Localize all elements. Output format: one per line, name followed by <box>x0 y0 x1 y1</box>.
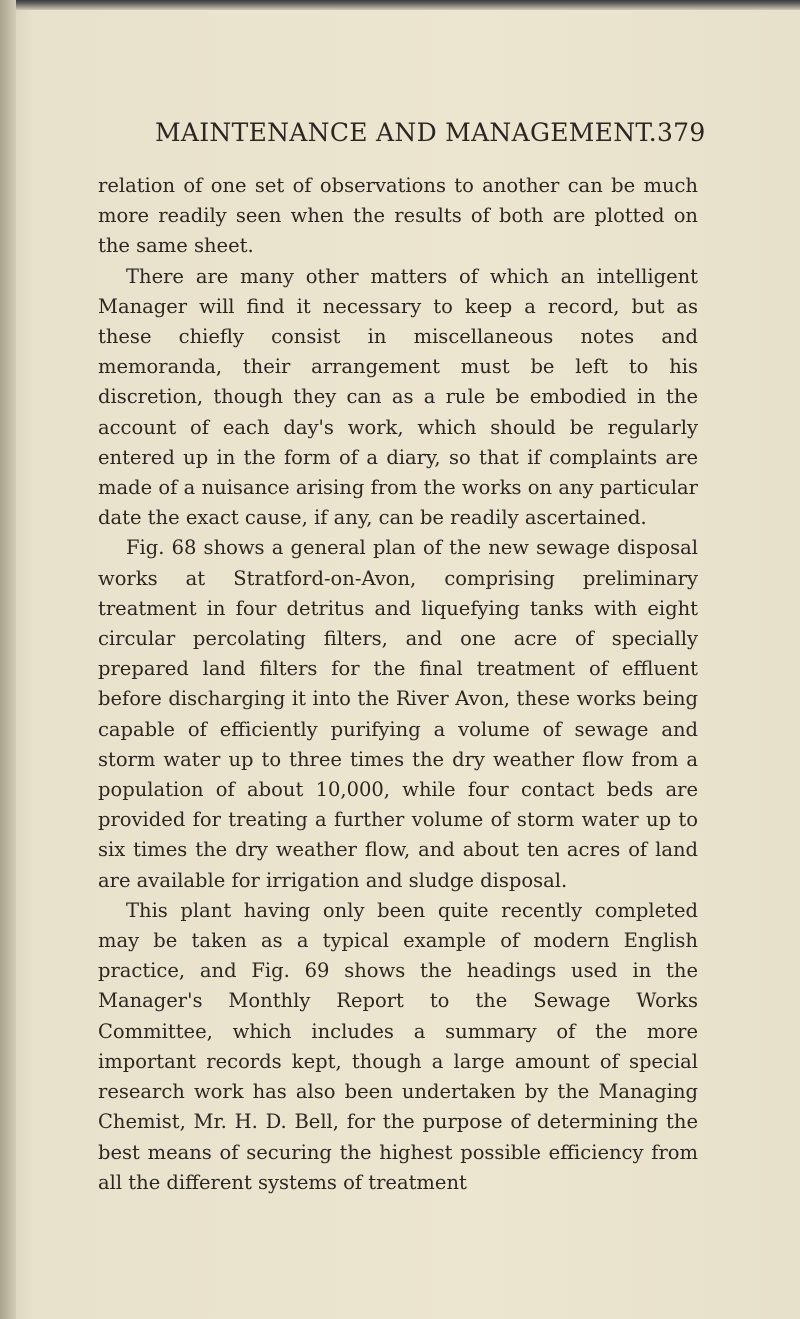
paragraph-3: Fig. 68 shows a general plan of the new sewage disposal works at Stratford-on-Avon, comprising preliminary treatment in four detritus and liquefying tanks with eight circular percolating filters, and one acre of specially prepared land filters for the final treatment of effluent before discharging it into the River Avon, these works being capable of efficiently purifying a volume of sewage and storm water up to three times the dry weather flow from a population of about 10,000, while four contact beds are provided for treating a further volume of storm water up to six times the dry weather flow, and about ten acres of land are available for irrigation and sludge disposal. <box>98 536 698 892</box>
paragraph-2: There are many other matters of which an intelligent Manager will find it necessary to keep a record, but as these chiefly consist in miscellaneous notes and memoranda, their arrangement must be left to his discretion, though they can as a rule be embodied in the account of each day's work, which should be regularly entered up in the form of a diary, so that if complaints are made of a nuisance arising from the works on any particular date the exact cause, if any, can be readily ascertained. <box>98 264 698 530</box>
top-edge-shadow <box>0 0 800 10</box>
body-text <box>98 171 698 1198</box>
page-gutter <box>0 0 16 1319</box>
paragraph-1: relation of one set of observations to another can be much more readily seen when the results of both are plotted on the same sheet. <box>98 174 698 258</box>
running-head-title: MAINTENANCE AND MANAGEMENT. <box>155 118 657 147</box>
page-number: 379 <box>656 118 706 147</box>
paragraph-4: This plant having only been quite recently completed may be taken as a typical example of modern English practice, and Fig. 69 shows the headings used in the Manager's Monthly Report to the Sewage Works Committee, which includes a summary of the more important records kept, though a large amount of special research work has also been undertaken by the Managing Chemist, Mr. H. D. Bell, for the purpose of determining the best means of securing the highest possible efficiency from all the different systems of treatment <box>98 898 698 1194</box>
running-head <box>155 118 706 147</box>
